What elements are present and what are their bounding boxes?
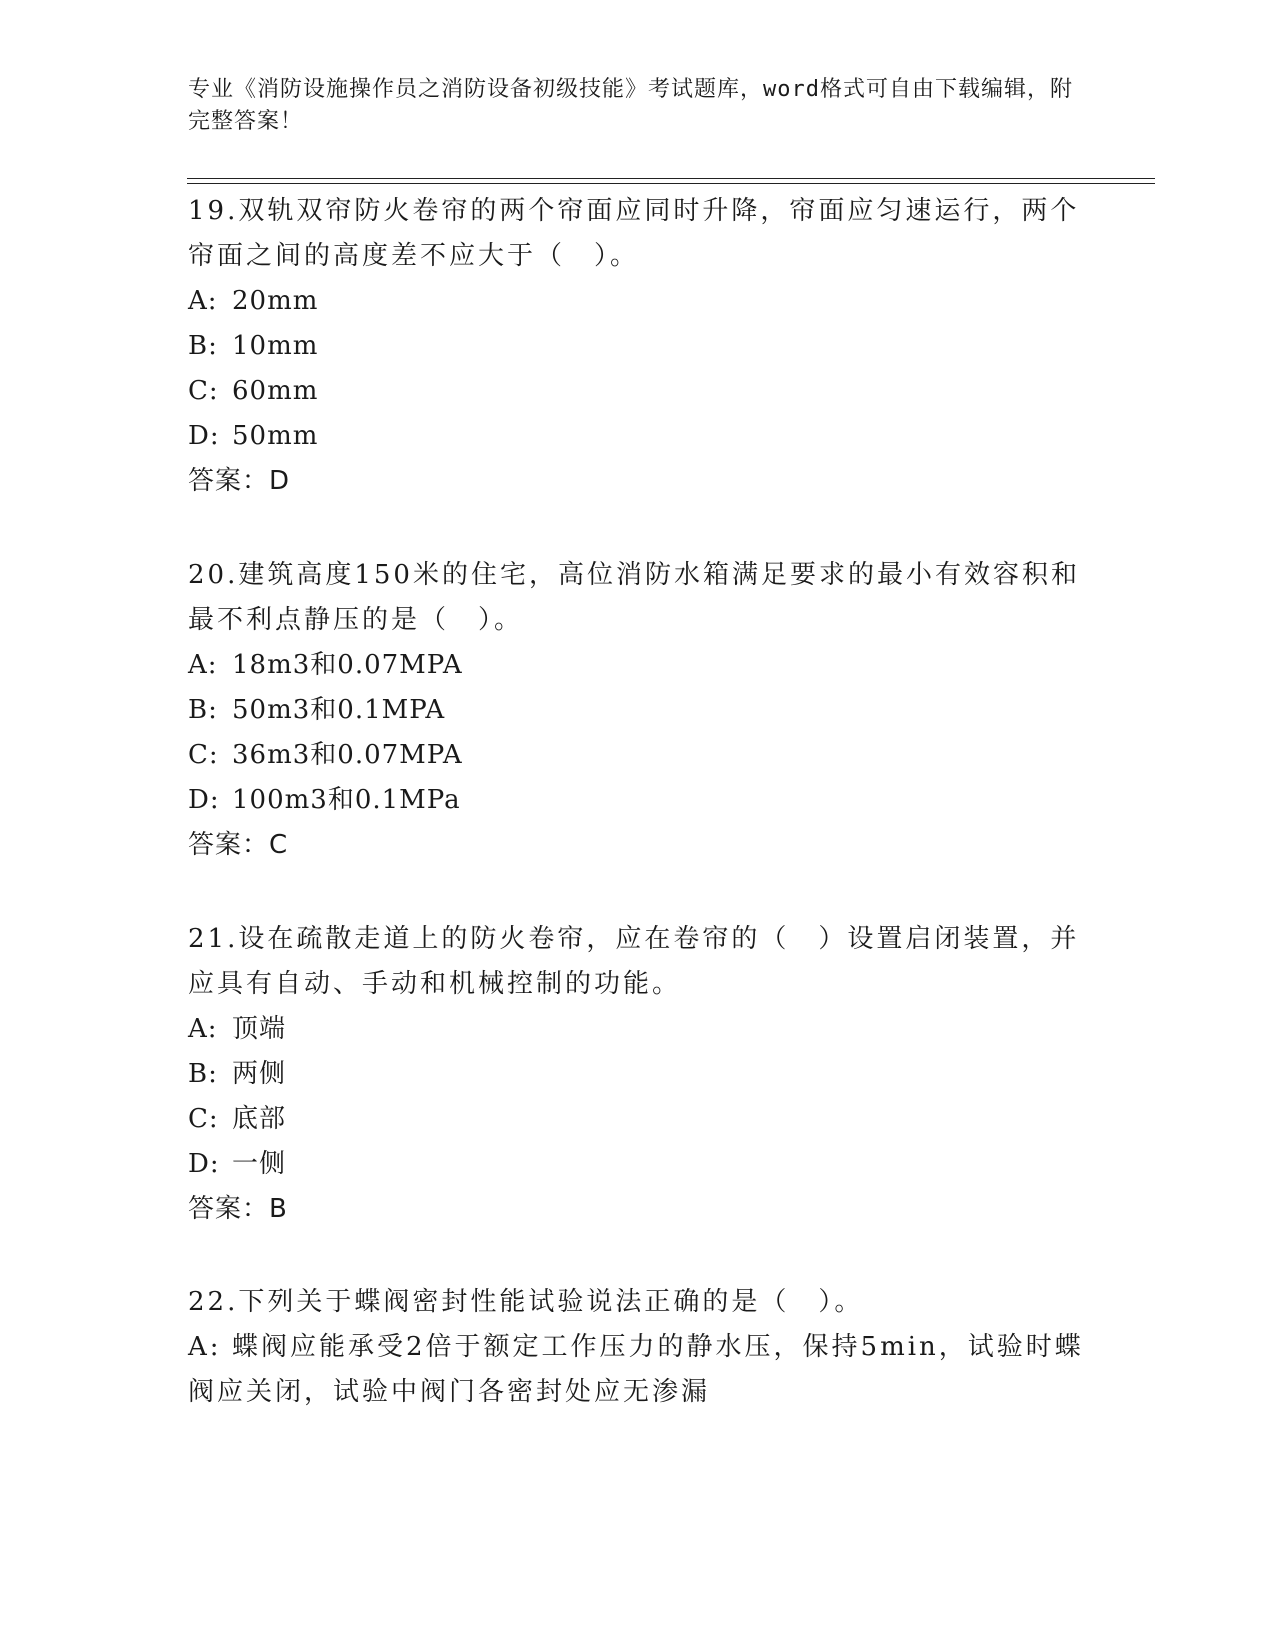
option-b [188, 324, 1088, 369]
option-letter: A: [188, 286, 218, 316]
option-a [188, 643, 1088, 688]
option-text: 36m3和0.07MPA [232, 740, 463, 770]
option-text: 10mm [232, 331, 319, 361]
option-letter: A: [188, 1014, 218, 1044]
question-text: 21.设在疏散走道上的防火卷帘，应在卷帘的（ ）设置启闭装置，并应具有自动、手动和机械控制的功能。 [188, 924, 1080, 999]
question-text: 19.双轨双帘防火卷帘的两个帘面应同时升降，帘面应匀速运行，两个帘面之间的高度差不应大于（ ）。 [188, 196, 1080, 271]
question-20 [188, 553, 1088, 868]
option-a [188, 279, 1088, 324]
option-letter: A: [188, 650, 218, 680]
option-text: 20mm [232, 286, 319, 316]
option-letter: B: [188, 695, 218, 725]
option-letter: D: [188, 421, 220, 451]
option-letter: C: [188, 740, 219, 770]
question-19 [188, 189, 1088, 504]
option-c [188, 1097, 1088, 1142]
header-divider-top [187, 178, 1155, 179]
option-letter: B: [188, 331, 218, 361]
option-letter: B: [188, 1059, 218, 1089]
option-d [188, 1142, 1088, 1187]
question-21 [188, 917, 1088, 1232]
option-letter: D: [188, 1149, 220, 1179]
question-22 [188, 1280, 1088, 1415]
option-text: 顶端 [232, 1014, 287, 1044]
option-a [188, 1325, 1088, 1415]
answer-line: 答案：B [188, 1194, 288, 1224]
option-d [188, 778, 1088, 823]
option-text: 60mm [232, 376, 319, 406]
option-text: 50m3和0.1MPA [232, 695, 446, 725]
option-letter: C: [188, 1104, 219, 1134]
option-letter: A: [188, 1332, 222, 1362]
option-text: 18m3和0.07MPA [232, 650, 463, 680]
option-b [188, 688, 1088, 733]
option-text: 一侧 [232, 1149, 287, 1179]
option-a [188, 1007, 1088, 1052]
option-letter: D: [188, 785, 220, 815]
option-c [188, 733, 1088, 778]
option-text: 蝶阀应能承受2倍于额定工作压力的静水压，保持5min，试验时蝶阀应关闭，试验中阀门各密封处应无渗漏 [188, 1332, 1084, 1407]
header-divider-bottom [187, 183, 1155, 184]
option-text: 50mm [232, 421, 319, 451]
option-text: 100m3和0.1MPa [232, 785, 461, 815]
option-text: 底部 [232, 1104, 287, 1134]
option-d [188, 414, 1088, 459]
answer-line: 答案：D [188, 466, 291, 496]
option-b [188, 1052, 1088, 1097]
question-text: 22.下列关于蝶阀密封性能试验说法正确的是（ ）。 [188, 1287, 864, 1317]
question-text: 20.建筑高度150米的住宅，高位消防水箱满足要求的最小有效容积和最不利点静压的是（ ）。 [188, 560, 1080, 635]
option-letter: C: [188, 376, 219, 406]
document-header: 专业《消防设施操作员之消防设备初级技能》考试题库，word格式可自由下载编辑，附完整答案！ [188, 77, 1073, 134]
option-c [188, 369, 1088, 414]
answer-line: 答案：C [188, 830, 289, 860]
option-text: 两侧 [232, 1059, 287, 1089]
